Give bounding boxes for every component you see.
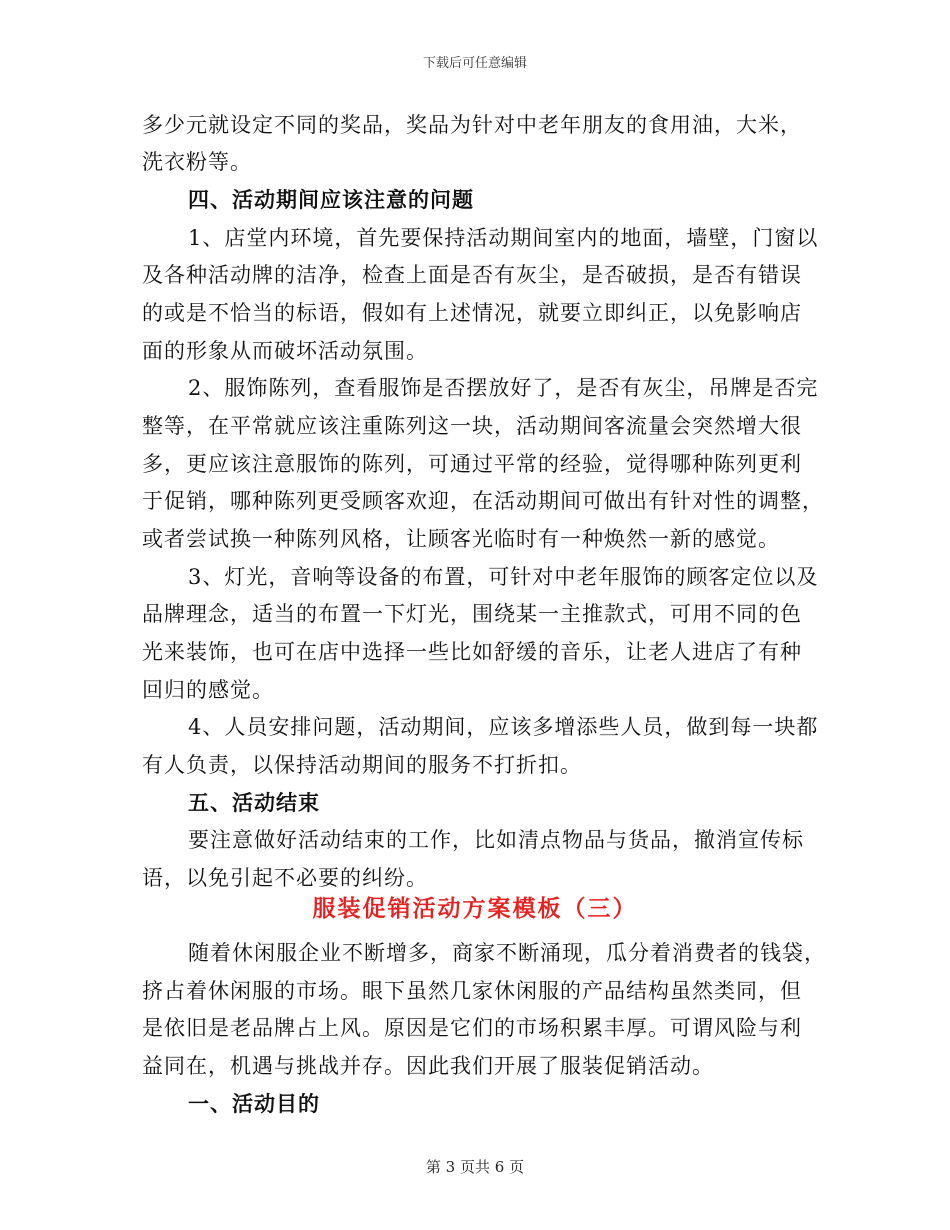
paragraph-line: 洗衣粉等。 — [142, 150, 252, 174]
paragraph-line: 2、服饰陈列，查看服饰是否摆放好了，是否有灰尘，吊牌是否完 — [188, 376, 819, 400]
paragraph-line: 要注意做好活动结束的工作，比如清点物品与货品，撤消宣传标 — [188, 828, 804, 852]
paragraph-line: 或者尝试换一种陈列风格，让顾客光临时有一种焕然一新的感觉。 — [142, 527, 780, 551]
paragraph-line: 3、灯光，音响等设备的布置，可针对中老年服饰的顾客定位以及 — [188, 565, 819, 589]
paragraph-line: 的或是不恰当的标语，假如有上述情况，就要立即纠正，以免影响店 — [142, 301, 802, 325]
paragraph-line: 挤占着休闲服的市场。眼下虽然几家休闲服的产品结构虽然类同，但 — [142, 979, 802, 1003]
paragraph-line: 及各种活动牌的洁净，检查上面是否有灰尘，是否破损，是否有错误 — [142, 263, 802, 287]
paragraph-line: 是依旧是老品牌占上风。原因是它们的市场积累丰厚。可谓风险与利 — [142, 1016, 802, 1040]
paragraph-line: 面的形象从而破坏活动氛围。 — [142, 339, 428, 363]
paragraph-line: 随着休闲服企业不断增多，商家不断涌现，瓜分着消费者的钱袋， — [188, 941, 826, 965]
page-header: 下载后可任意编辑 — [422, 56, 527, 71]
document-title: 服装促销活动方案模板（三） — [312, 896, 638, 922]
paragraph-line: 品牌理念，适当的布置一下灯光，围绕某一主推款式，可用不同的色 — [142, 602, 802, 626]
paragraph-line: 1、店堂内环境，首先要保持活动期间室内的地面，墙壁，门窗以 — [188, 226, 819, 250]
paragraph-line: 多少元就设定不同的奖品，奖品为针对中老年朋友的食用油，大米， — [142, 113, 802, 137]
section-heading-1: 一、活动目的 — [188, 1092, 320, 1116]
paragraph-line: 4、人员安排问题，活动期间，应该多增添些人员，做到每一块都 — [188, 715, 819, 739]
section-heading-4: 四、活动期间应该注意的问题 — [188, 188, 474, 212]
paragraph-line: 光来装饰，也可在店中选择一些比如舒缓的音乐，让老人进店了有种 — [142, 640, 802, 664]
section-heading-5: 五、活动结束 — [188, 791, 320, 815]
paragraph-line: 于促销，哪种陈列更受顾客欢迎，在活动期间可做出有针对性的调整， — [142, 489, 824, 513]
paragraph-line: 整等，在平常就应该注重陈列这一块，活动期间客流量会突然增大很 — [142, 414, 802, 438]
page-footer: 第 3 页共 6 页 — [425, 1158, 525, 1176]
paragraph-line: 多，更应该注意服饰的陈列，可通过平常的经验，觉得哪种陈列更利 — [142, 452, 802, 476]
paragraph-line: 有人负责，以保持活动期间的服务不打折扣。 — [142, 753, 582, 777]
paragraph-line: 益同在，机遇与挑战并存。因此我们开展了服装促销活动。 — [142, 1054, 714, 1078]
paragraph-line: 回归的感觉。 — [142, 678, 274, 702]
paragraph-line: 语，以免引起不必要的纠纷。 — [142, 866, 428, 890]
